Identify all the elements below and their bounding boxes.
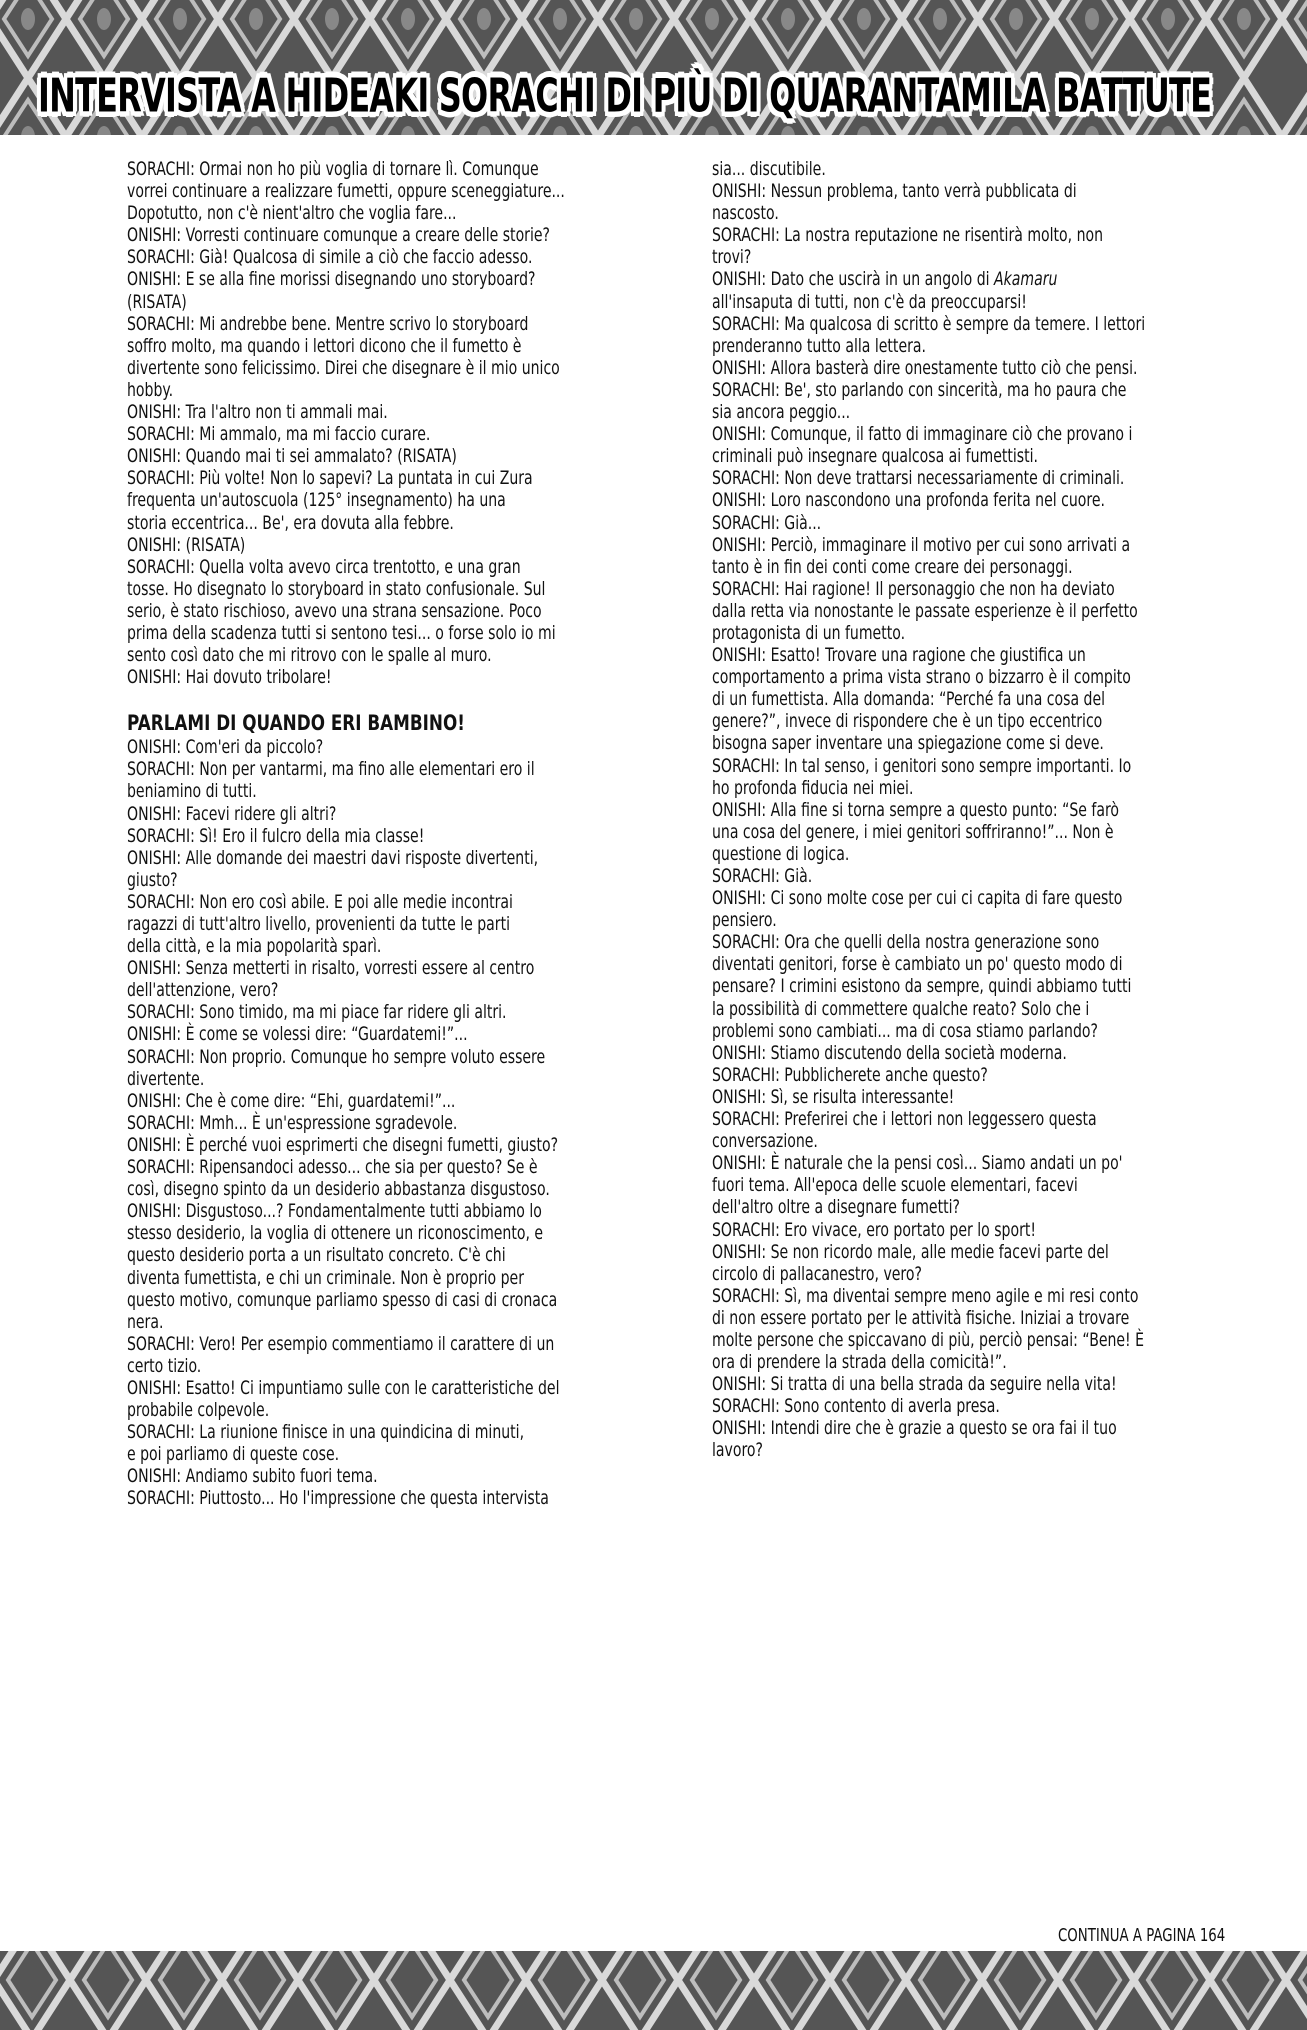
text-line: stesso desiderio, la voglia di ottenere un riconoscimento, e <box>127 1222 544 1245</box>
text-line: vorrei continuare a realizzare fumetti, oppure sceneggiature... <box>127 180 565 203</box>
text-line: SORACHI: Non ero così abile. E poi alle medie incontrai <box>127 890 513 913</box>
text-line: SORACHI: Sì, ma diventai sempre meno agile e mi resi conto <box>712 1284 1139 1307</box>
text-line: di un fumettista. Alla domanda: “Perché fa una cosa del <box>712 688 1106 711</box>
text-line: ONISHI: Si tratta di una bella strada da seguire nella vita! <box>712 1373 1117 1396</box>
text-line: SORACHI: Sì! Ero il fulcro della mia classe! <box>127 824 425 847</box>
text-line: ONISHI: E se alla fine morissi disegnando uno storyboard? <box>127 268 536 291</box>
text-line: SORACHI: Già. <box>712 865 813 887</box>
text-line: sia ancora peggio... <box>712 401 851 424</box>
text-line: SORACHI: Più volte! Non lo sapevi? La puntata in cui Zura <box>127 467 533 490</box>
text-line: (RISATA) <box>127 290 187 313</box>
text-line: ONISHI: Allora basterà dire onestamente tutto ciò che pensi. <box>712 356 1138 379</box>
text-line: ONISHI: (RISATA) <box>127 533 246 556</box>
text-line: ONISHI: Comunque, il fatto di immaginare ciò che provano i <box>712 423 1133 446</box>
text-line: ONISHI: Esatto! Ci impuntiamo sulle con le caratteristiche del <box>127 1376 560 1399</box>
text-line: SORACHI: Quella volta avevo circa trentotto, e una gran <box>127 555 521 578</box>
text-line: problemi sono cambiati... ma di cosa stiamo parlando? <box>712 1019 1098 1042</box>
text-line: ONISHI: È naturale che la pensi così... Siamo andati un po' <box>712 1152 1123 1175</box>
text-line: certo tizio. <box>127 1354 202 1377</box>
text-line: SORACHI: Mmh... È un'espressione sgradevole. <box>127 1111 458 1134</box>
magazine-title: Akamaru <box>994 268 1058 291</box>
text-line: storia eccentrica... Be', era dovuta alla febbre. <box>127 511 454 534</box>
text-line: SORACHI: Ormai non ho più voglia di tornare lì. Comunque <box>127 158 539 180</box>
text-line: circolo di pallacanestro, vero? <box>712 1262 922 1285</box>
text-line: serio, è stato rischioso, avevo una strana sensazione. Poco <box>127 599 542 622</box>
text-line: divertente sono felicissimo. Direi che disegnare è il mio unico <box>127 356 560 379</box>
text-line: genere?”, invece di rispondere che è un tipo eccentrico <box>712 710 1103 733</box>
text-line: Dopotutto, non c'è nient'altro che voglia fare... <box>127 202 457 225</box>
text-line: della città, e la mia popolarità sparì. <box>127 935 382 958</box>
right-column <box>712 158 1307 1462</box>
text-line: SORACHI: Ma qualcosa di scritto è sempre da temere. I lettori <box>712 312 1146 335</box>
text-line: così, disegno spinto da un desiderio abbastanza disgustoso. <box>127 1178 550 1201</box>
text-line: ONISHI: Disgustoso...? Fondamentalmente tutti abbiamo lo <box>127 1200 542 1223</box>
text-line: questo desiderio porta a un risultato concreto. C'è chi <box>127 1244 506 1267</box>
text-line: ONISHI: Senza metterti in risalto, vorresti essere al centro <box>127 957 535 980</box>
text-line: nascosto. <box>712 202 779 225</box>
text-line: molte persone che spiccavano di più, perciò pensai: “Bene! È <box>712 1328 1145 1351</box>
diamond-pattern-icon <box>0 1951 1307 2030</box>
text-fragment: ONISHI: Dato che uscirà in un angolo di <box>712 268 995 291</box>
text-line: SORACHI: Mi andrebbe bene. Mentre scrivo lo storyboard <box>127 312 529 335</box>
section-heading: PARLAMI DI QUANDO ERI BAMBINO! <box>127 711 465 736</box>
text-line: criminali può insegnare qualcosa ai fumettisti. <box>712 445 1039 468</box>
text-line: dell'altro oltre a disegnare fumetti? <box>712 1196 960 1219</box>
text-line: ONISHI: Hai dovuto tribolare! <box>127 666 332 689</box>
left-column <box>127 158 727 1510</box>
text-line: SORACHI: Sono timido, ma mi piace far ridere gli altri. <box>127 1001 507 1024</box>
text-line: tosse. Ho disegnato lo storyboard in stato confusionale. Sul <box>127 577 546 600</box>
text-line: diventati genitori, forse è cambiato un po' questo modo di <box>712 953 1123 976</box>
text-line: ONISHI: Intendi dire che è grazie a questo se ora fai il tuo <box>712 1417 1117 1440</box>
page-title-container <box>38 70 1278 132</box>
text-line: dalla retta via nonostante le passate esperienze è il perfetto <box>712 599 1138 622</box>
text-line: SORACHI: Non per vantarmi, ma fino alle elementari ero il <box>127 758 535 781</box>
text-line: una cosa del genere, i miei genitori soffriranno!”... Non è <box>712 820 1114 843</box>
text-line: ONISHI: Sì, se risulta interessante! <box>712 1085 955 1108</box>
text-line: SORACHI: Be', sto parlando con sincerità, ma ho paura che <box>712 378 1127 401</box>
text-line: frequenta un'autoscuola (125° insegnamento) ha una <box>127 489 506 512</box>
text-line: SORACHI: Ero vivace, ero portato per lo sport! <box>712 1218 1037 1241</box>
text-line: ONISHI: Facevi ridere gli altri? <box>127 802 337 825</box>
text-line: SORACHI: Già... <box>712 511 822 534</box>
text-line: trovi? <box>712 246 752 269</box>
text-line: SORACHI: Mi ammalo, ma mi faccio curare. <box>127 423 431 446</box>
text-line: ONISHI: Tra l'altro non ti ammali mai. <box>127 401 388 424</box>
text-line: SORACHI: Sono contento di averla presa. <box>712 1395 1000 1418</box>
text-line: SORACHI: Piuttosto... Ho l'impressione che questa intervista <box>127 1487 549 1510</box>
text-line: SORACHI: Pubblicherete anche questo? <box>712 1063 988 1086</box>
text-line: SORACHI: Vero! Per esempio commentiamo il carattere di un <box>127 1332 555 1355</box>
text-line: nera. <box>127 1310 164 1333</box>
text-line: ONISHI: Ci sono molte cose per cui ci capita di fare questo <box>712 887 1123 910</box>
text-line: ONISHI: Alla fine si torna sempre a questo punto: “Se farò <box>712 798 1120 821</box>
page-title: INTERVISTA A HIDEAKI SORACHI DI PIÙ DI QUARANTAMILA BATTUTE <box>38 70 1212 123</box>
text-line: ONISHI: Com'eri da piccolo? <box>127 736 324 759</box>
text-line: questo motivo, comunque parliamo spesso di casi di cronaca <box>127 1288 558 1311</box>
header-pattern-band <box>0 0 1307 135</box>
text-line: ONISHI: È perché vuoi esprimerti che disegni fumetti, giusto? <box>127 1133 559 1156</box>
text-line: prenderanno tutto alla lettera. <box>712 334 926 357</box>
text-line: divertente. <box>127 1067 205 1090</box>
text-line: ONISHI: Stiamo discutendo della società moderna. <box>712 1041 1067 1064</box>
text-line: lavoro? <box>712 1439 763 1462</box>
text-line: ONISHI: Vorresti continuare comunque a creare delle storie? <box>127 224 550 247</box>
text-line: ONISHI: Se non ricordo male, alle medie facevi parte del <box>712 1240 1109 1263</box>
text-line: all'insaputa di tutti, non c'è da preoccuparsi! <box>712 290 1027 313</box>
text-line: hobby. <box>127 378 174 401</box>
text-line: SORACHI: La nostra reputazione ne risentirà molto, non <box>712 224 1104 247</box>
text-line: tanto è in fin dei conti come creare dei personaggi. <box>712 555 1073 578</box>
text-line: ho profonda fiducia nei miei. <box>712 776 914 799</box>
text-line: pensiero. <box>712 909 777 932</box>
footer-pattern-band <box>0 1951 1307 2030</box>
text-line: sia... discutibile. <box>712 158 826 180</box>
text-line: beniamino di tutti. <box>127 780 257 803</box>
text-line: ONISHI: Andiamo subito fuori tema. <box>127 1465 378 1488</box>
text-line: sento così dato che mi ritrovo con le spalle al muro. <box>127 644 492 667</box>
text-line: e poi parliamo di queste cose. <box>127 1443 340 1466</box>
text-line: SORACHI: Già! Qualcosa di simile a ciò che faccio adesso. <box>127 246 533 269</box>
text-line <box>712 268 1156 290</box>
text-line: pensare? I crimini esistono da sempre, quindi abbiamo tutti <box>712 975 1132 998</box>
text-line: questione di logica. <box>712 842 850 865</box>
text-line: ONISHI: Perciò, immaginare il motivo per cui sono arrivati a <box>712 533 1131 556</box>
text-line: bisogna saper inventare una spiegazione come si deve. <box>712 732 1104 755</box>
text-line: SORACHI: Preferirei che i lettori non leggessero questa <box>712 1108 1097 1131</box>
text-line: ONISHI: Alle domande dei maestri davi risposte divertenti, <box>127 846 539 869</box>
text-line: diventa fumettista, e chi un criminale. Non è proprio per <box>127 1266 524 1289</box>
text-line: ragazzi di tutt'altro livello, provenienti da tutte le parti <box>127 913 510 935</box>
text-line: SORACHI: Hai ragione! Il personaggio che non ha deviato <box>712 577 1115 600</box>
text-line: la possibilità di commettere qualche reato? Solo che i <box>712 997 1090 1020</box>
text-line: SORACHI: Non deve trattarsi necessariamente di criminali. <box>712 467 1125 490</box>
text-line: prima della scadenza tutti si sentono tesi... o forse solo io mi <box>127 621 556 644</box>
text-line: ONISHI: Nessun problema, tanto verrà pubblicata di <box>712 180 1077 203</box>
text-line: dell'attenzione, vero? <box>127 979 279 1002</box>
text-line: comportamento a prima vista strano o bizzarro è il compito <box>712 666 1131 689</box>
text-line: ONISHI: Quando mai ti sei ammalato? (RISATA) <box>127 445 457 468</box>
section-spacer <box>127 688 727 710</box>
text-line: probabile colpevole. <box>127 1399 270 1422</box>
text-line: SORACHI: Ora che quelli della nostra generazione sono <box>712 931 1100 954</box>
text-line: di non essere portato per le attività fisiche. Iniziai a trovare <box>712 1306 1130 1329</box>
text-line: SORACHI: La riunione finisce in una quindicina di minuti, <box>127 1421 525 1444</box>
text-line: ONISHI: Esatto! Trovare una ragione che giustifica un <box>712 644 1086 667</box>
text-line: SORACHI: Non proprio. Comunque ho sempre voluto essere <box>127 1045 546 1068</box>
text-line: protagonista di un fumetto. <box>712 621 906 644</box>
text-line: soffro molto, ma quando i lettori dicono che il fumetto è <box>127 334 522 357</box>
text-line: conversazione. <box>712 1130 818 1153</box>
continue-note: CONTINUA A PAGINA 164 <box>1058 1925 1226 1946</box>
text-line: fuori tema. All'epoca delle scuole elementari, facevi <box>712 1174 1078 1197</box>
text-line: SORACHI: Ripensandoci adesso... che sia per questo? Se è <box>127 1156 538 1179</box>
text-line: ora di prendere la strada della comicità!”. <box>712 1351 1007 1374</box>
text-line: ONISHI: Loro nascondono una profonda ferita nel cuore. <box>712 489 1105 512</box>
text-line: ONISHI: È come se volessi dire: “Guardatemi!”... <box>127 1023 468 1046</box>
text-line: ONISHI: Che è come dire: “Ehi, guardatemi!”... <box>127 1089 456 1112</box>
text-line: SORACHI: In tal senso, i genitori sono sempre importanti. Io <box>712 754 1132 777</box>
text-line: giusto? <box>127 868 178 891</box>
